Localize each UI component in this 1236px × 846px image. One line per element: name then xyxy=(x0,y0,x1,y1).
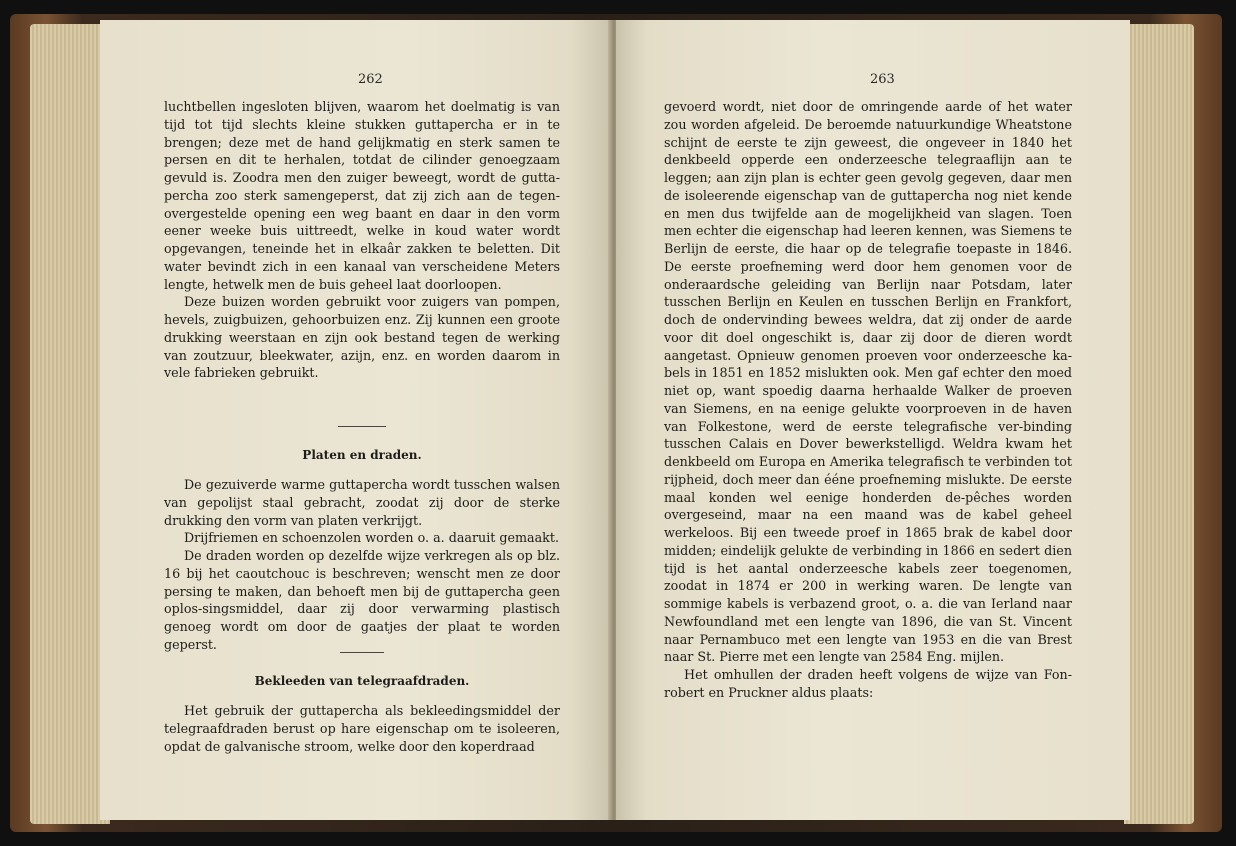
section-heading: Platen en draden. xyxy=(302,448,422,462)
paragraph: De gezuiverde warme guttapercha wordt tusschen walsen van gepolijst staal gebracht, zoodat zij door de sterke drukking den vorm van platen verkrijgt. xyxy=(164,477,560,528)
paragraph: Het omhullen der draden heeft volgens de wijze van Fon-robert en Pruckner aldus plaats: xyxy=(664,667,1072,700)
body-text-block xyxy=(164,476,560,654)
paragraph: Het gebruik der guttapercha als bekleedingsmiddel der telegraafdraden berust op hare eigenschap om te isoleeren, opdat de galvanische stroom, welke door den koperdraad xyxy=(164,703,560,754)
body-text-block xyxy=(164,98,560,382)
page-number: 263 xyxy=(870,72,895,87)
section-divider xyxy=(340,652,384,653)
page-edges-left xyxy=(30,24,110,824)
paragraph: Drijfriemen en schoenzolen worden o. a. daaruit gemaakt. xyxy=(184,530,560,546)
body-text-block xyxy=(164,702,560,755)
paragraph: gevoerd wordt, niet door de omringende aarde of het water zou worden afgeleid. De beroemde natuurkundige Wheatstone schijnt de eerste te zijn geweest, die ongeveer in 1840 het denkbeeld opperde een onderzeesche telegraaflijn aan te leggen; aan zijn plan is echter geen gevolg gegeven, daar men de isoleerende eigenschap van de guttapercha nog niet kende en men dus twijfelde aan de mogelijkheid van slagen. Toen men echter die eigenschap had leeren kennen, was Siemens te Berlijn de eerste, die haar op de telegrafie toepaste in 1846. De eerste proefneming werd door hem genomen voor de onderaardsche geleiding van Berlijn naar Potsdam, later tusschen Berlijn en Keulen en tusschen Berlijn en Frankfort, doch de ondervinding bewees weldra, dat zij onder de aarde voor dit doel ongeschikt is, daar zij door de dieren wordt aangetast. Opnieuw genomen proeven voor onderzeesche ka-bels in 1851 en 1852 mislukten ook. Men gaf echter den moed niet op, want spoedig daarna herhaalde Walker de proeven van Siemens, en na eenige gelukte voorproeven in de haven van Folkestone, werd de eerste telegrafische ver-binding tusschen Calais en Dover bewerkstelligd. Weldra kwam het denkbeeld om Europa en Amerika telegrafisch te verbinden tot rijpheid, doch meer dan ééne proefneming mislukte. De eerste maal konden wel eenige honderden de-pêches worden overgeseind, maar na een maand was de kabel geheel werkeloos. Bij een tweede proef in 1865 brak de kabel door midden; eindelijk gelukte de verbinding in 1866 en sedert dien tijd is het aantal onderzeesche kabels zeer toegenomen, zoodat in 1874 er 200 in werking waren. De lengte van sommige kabels is verbazend groot, o. a. die van Ierland naar Newfoundland met een lengte van 1896, die van St. Vincent naar Pernambuco met een lengte van 1953 en die van Brest naar St. Pierre met een lengte van 2584 Eng. mijlen. xyxy=(664,99,1072,665)
right-page xyxy=(616,20,1130,820)
section-divider xyxy=(338,426,386,427)
left-page xyxy=(100,20,612,820)
paragraph: De draden worden op dezelfde wijze verkregen als op blz. 16 bij het caoutchouc is beschreven; wenscht men ze door persing te maken, dan behoeft men bij de guttapercha geen oplos-singsmiddel, daar zij door verwarming plastisch genoeg wordt om door de gaatjes der plaat te worden geperst. xyxy=(164,548,560,652)
paragraph: Deze buizen worden gebruikt voor zuigers van pompen, hevels, zuigbuizen, gehoorbuizen enz. Zij kunnen een groote drukking weerstaan en zijn ook bestand tegen de werking van zoutzuur, bleekwater, azijn, enz. en worden daarom in vele fabrieken gebruikt. xyxy=(164,294,560,381)
body-text-block xyxy=(664,98,1072,702)
section-heading: Bekleeden van telegraafdraden. xyxy=(254,674,470,688)
page-edges-right xyxy=(1124,24,1194,824)
page-number: 262 xyxy=(358,72,383,87)
paragraph: luchtbellen ingesloten blijven, waarom het doelmatig is van tijd tot tijd slechts kleine stukken guttapercha er in te brengen; deze met de hand gelijkmatig en sterk samen te persen en dit te herhalen, totdat de cilinder genoegzaam gevuld is. Zoodra men den zuiger beweegt, wordt de gutta-percha zoo sterk samengeperst, dat zij zich aan de tegen-overgestelde opening een weg baant en daar in den vorm eener weeke buis uittreedt, welke in koud water wordt opgevangen, teneinde het in elkaâr zakken te beletten. Dit water bevindt zich in een kanaal van verscheidene Meters lengte, hetwelk men de buis geheel laat doorloopen. xyxy=(164,99,560,292)
